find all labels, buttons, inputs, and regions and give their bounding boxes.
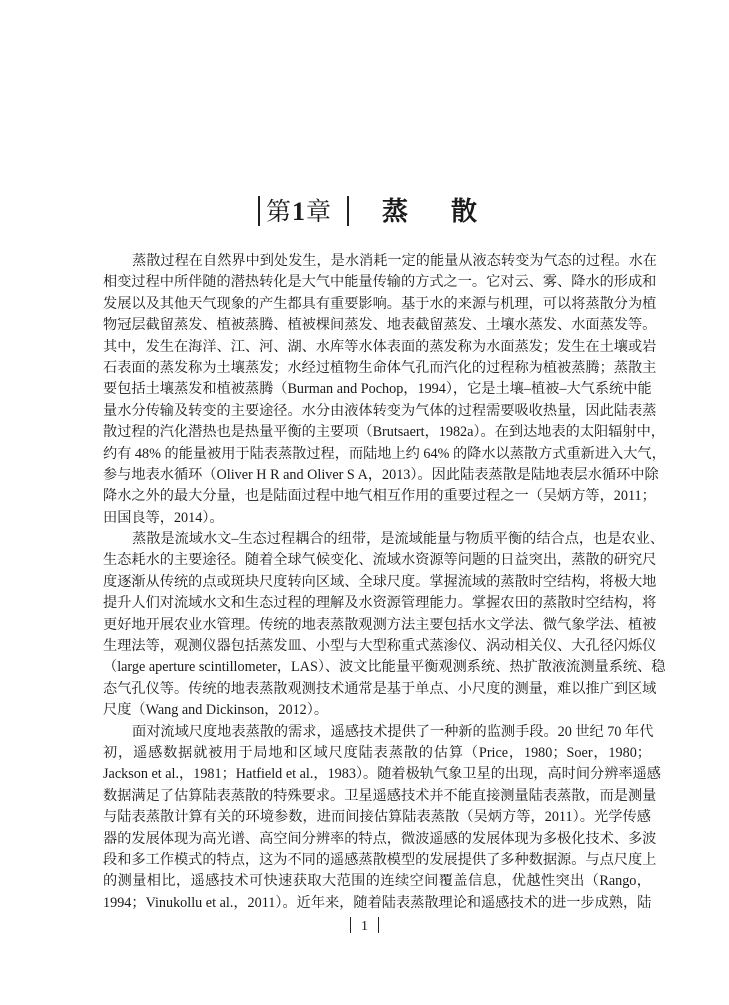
page-number-bar bbox=[350, 917, 351, 933]
chapter-title-char: 蒸 bbox=[382, 197, 409, 226]
text-line: 尺度（Wang and Dickinson，2012）。 bbox=[103, 702, 329, 719]
chapter-heading bbox=[0, 192, 729, 232]
text-line: 约有 48% 的能量被用于陆表蒸散过程，而陆地上约 64% 的降水以蒸散方式重新进入大气， bbox=[103, 445, 666, 462]
chapter-prefix: 第 bbox=[266, 199, 293, 226]
text-line: 田国良等，2014）。 bbox=[103, 509, 224, 526]
text-line: 生态耗水的主要途径。随着全球气候变化、流域水资源等问题的日益突出，蒸散的研究尺 bbox=[103, 552, 657, 569]
text-line: 发展以及其他天气现象的产生都具有重要影响。基于水的来源与机理，可以将蒸散分为植 bbox=[103, 295, 657, 312]
paragraph bbox=[103, 529, 666, 722]
text-line: 提升人们对流域水文和生态过程的理解及水资源管理能力。掌握农田的蒸散时空结构，将 bbox=[103, 595, 657, 612]
text-line: 态气孔仪等。传统的地表蒸散观测技术通常是基于单点、小尺度的测量，难以推广到区域 bbox=[103, 680, 657, 697]
heading-bar-right bbox=[347, 196, 349, 226]
text-line: 散过程的汽化潜热也是热量平衡的主要项（Brutsaert，1982a）。在到达地表的太阳辐射中， bbox=[103, 424, 665, 441]
text-line: 参与地表水循环（Oliver H R and Oliver S A，2013）。因此陆表蒸散是陆地表层水循环中除 bbox=[103, 466, 659, 483]
text-line: 1994；Vinukollu et al.，2011）。近年来，随着陆表蒸散理论和遥感技术的进一步成熟，陆 bbox=[103, 894, 652, 911]
text-line: 石表面的蒸发称为土壤蒸发；水经过植物生命体气孔而汽化的过程称为植被蒸腾；蒸散主 bbox=[103, 359, 657, 376]
paragraph bbox=[103, 251, 666, 529]
text-line: Jackson et al.，1981；Hatfield et al.，1983）。随着极轨气象卫星的出现，高时间分辨率遥感 bbox=[103, 766, 661, 783]
page-number bbox=[0, 916, 729, 938]
chapter-title-char: 散 bbox=[451, 197, 478, 226]
text-line: 度逐渐从传统的点或斑块尺度转向区域、全球尺度。掌握流域的蒸散时空结构，将极大地 bbox=[103, 573, 657, 590]
chapter-label bbox=[266, 192, 332, 233]
text-line: 蒸散是流域水文–生态过程耦合的纽带，是流域能量与物质平衡的结合点，也是农业、 bbox=[132, 531, 665, 548]
text-line: 蒸散过程在自然界中到处发生，是水消耗一定的能量从液态转变为气态的过程。水在 bbox=[132, 253, 657, 269]
text-line: 相变过程中所伴随的潜热转化是大气中能量传输的方式之一。它对云、雾、降水的形成和 bbox=[103, 274, 657, 291]
page-number-bar bbox=[378, 917, 379, 933]
text-line: 更好地开展农业水管理。传统的地表蒸散观测方法主要包括水文学法、微气象学法、植被 bbox=[103, 616, 657, 633]
text-line: 物冠层截留蒸发、植被蒸腾、植被棵间蒸发、地表截留蒸发、土壤水蒸发、水面蒸发等。 bbox=[103, 317, 657, 334]
chapter-suffix: 章 bbox=[306, 199, 333, 226]
page-number-value: 1 bbox=[361, 919, 368, 934]
heading-bar-left bbox=[258, 196, 260, 226]
paragraph bbox=[103, 722, 661, 915]
text-line: 量水分传输及转变的主要途径。水分由液体转变为气体的过程需要吸收热量，因此陆表蒸 bbox=[103, 402, 657, 419]
text-line: 要包括土壤蒸发和植被蒸腾（Burman and Pochop，1994），它是土壤–植被–大气系统中能 bbox=[103, 381, 652, 398]
text-line: （large aperture scintillometer，LAS）、波文比能量平衡观测系统、热扩散液流测量系统、稳 bbox=[103, 659, 666, 676]
text-line: 其中，发生在海洋、江、河、湖、水库等水体表面的蒸发称为水面蒸发；发生在土壤或岩 bbox=[103, 338, 657, 355]
chapter-number: 1 bbox=[292, 197, 307, 226]
text-line: 生理法等，观测仪器包括蒸发皿、小型与大型称重式蒸渗仪、涡动相关仪、大孔径闪烁仪 bbox=[103, 638, 657, 655]
text-line: 降水之外的最大分量，也是陆面过程中地气相互作用的重要过程之一（吴炳方等，2011； bbox=[103, 488, 656, 505]
text-line: 数据满足了估算陆表蒸散的特殊要求。卫星遥感技术并不能直接测量陆表蒸散，而是测量 bbox=[103, 787, 657, 804]
text-line: 段和多工作模式的特点，这为不同的遥感蒸散模型的发展提供了多种数据源。与点尺度上 bbox=[103, 851, 657, 868]
body-text bbox=[103, 251, 666, 914]
text-line: 初，遥感数据就被用于局地和区域尺度陆表蒸散的估算（Price，1980；Soer，1980； bbox=[103, 744, 651, 761]
text-line: 的测量相比，遥感技术可快速获取大范围的连续空间覆盖信息，优越性突出（Rango， bbox=[103, 873, 651, 890]
text-line: 面对流域尺度地表蒸散的需求，遥感技术提供了一种新的监测手段。20 世纪 70 年代 bbox=[132, 723, 654, 740]
text-line: 与陆表蒸散计算有关的环境参数，进而间接估算陆表蒸散（吴炳方等，2011）。光学传感 bbox=[103, 809, 651, 826]
text-line: 器的发展体现为高光谱、高空间分辨率的特点，微波遥感的发展体现为多极化技术、多波 bbox=[103, 830, 657, 847]
